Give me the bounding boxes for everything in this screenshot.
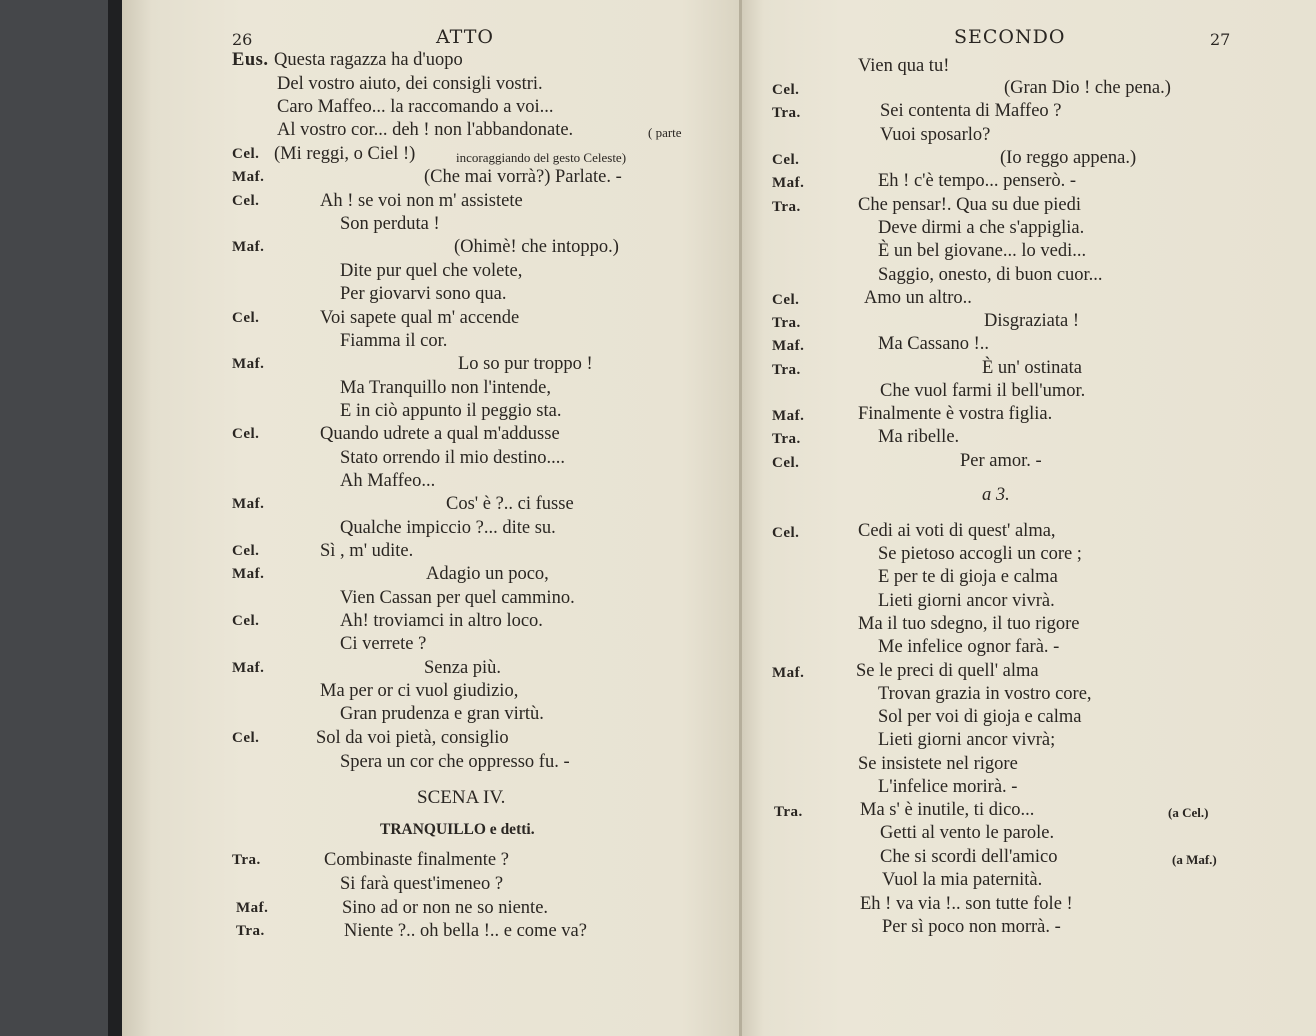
- verse-line: Quando udrete a qual m'addusse: [320, 424, 560, 444]
- speaker-label: Maf.: [232, 169, 265, 185]
- verse-line: Vuol la mia paternità.: [882, 870, 1043, 890]
- verse-line: Lieti giorni ancor vivrà;: [878, 730, 1056, 750]
- verse-line: (Gran Dio ! che pena.): [1004, 78, 1171, 98]
- verse-line: Senza più.: [424, 658, 502, 678]
- speaker-label: Cel.: [232, 193, 260, 209]
- verse-line: Voi sapete qual m' accende: [320, 308, 520, 328]
- verse-line: Del vostro aiuto, dei consigli vostri.: [277, 74, 543, 94]
- verse-line: Ma Cassano !..: [878, 334, 989, 354]
- verse-line: Eh ! va via !.. son tutte fole !: [860, 894, 1073, 914]
- speaker-label: Cel.: [772, 525, 800, 541]
- verse-line: Deve dirmi a che s'appiglia.: [878, 218, 1085, 238]
- speaker-label: Maf.: [232, 239, 265, 255]
- speaker-label: Tra.: [772, 199, 801, 215]
- verse-line: Ma Tranquillo non l'intende,: [340, 378, 551, 398]
- speaker-label: Cel.: [232, 543, 260, 559]
- verse-line: Me infelice ognor farà. -: [878, 637, 1060, 657]
- verse-line: (Ohimè! che intoppo.): [454, 237, 619, 257]
- verse-line: Ah! troviamci in altro loco.: [340, 611, 543, 631]
- verse-line: Cos' è ?.. ci fusse: [446, 494, 574, 514]
- ensemble-heading: a 3.: [982, 485, 1010, 505]
- verse-line: Ma per or ci vuol giudizio,: [320, 681, 519, 701]
- stage-direction: (a Maf.): [1172, 852, 1217, 867]
- scene-cast: TRANQUILLO e detti.: [380, 821, 535, 838]
- verse-line: Che pensar!. Qua su due piedi: [858, 195, 1081, 215]
- verse-line: Sei contenta di Maffeo ?: [880, 101, 1062, 121]
- speaker-label: Cel.: [232, 426, 260, 442]
- verse-line: Fiamma il cor.: [340, 331, 448, 351]
- verse-line: Ah ! se voi non m' assistete: [320, 191, 523, 211]
- speaker-label: Tra.: [774, 804, 803, 820]
- verse-line: E per te di gioja e calma: [878, 567, 1058, 587]
- verse-line: Lo so pur troppo !: [458, 354, 593, 374]
- right-page: [742, 0, 1316, 1036]
- speaker-label: Maf.: [232, 566, 265, 582]
- stage-direction: ( parte: [648, 125, 682, 140]
- speaker-label: Tra.: [232, 852, 261, 868]
- verse-line: Son perduta !: [340, 214, 440, 234]
- verse-line: Eh ! c'è tempo... penserò. -: [878, 171, 1077, 191]
- verse-line: Getti al vento le parole.: [880, 823, 1055, 843]
- verse-line: Adagio un poco,: [426, 564, 549, 584]
- speaker-label: Cel.: [232, 310, 260, 326]
- verse-line: Che si scordi dell'amico: [880, 847, 1058, 867]
- verse-line: Sol da voi pietà, consiglio: [316, 728, 509, 748]
- verse-line: Se pietoso accogli un core ;: [878, 544, 1082, 564]
- speaker-label: Cel.: [232, 613, 260, 629]
- verse-line: Al vostro cor... deh ! non l'abbandonate.: [277, 120, 574, 140]
- verse-line: È un bel giovane... lo vedi...: [878, 241, 1087, 261]
- verse-line: Amo un altro..: [864, 288, 972, 308]
- verse-line: Ma ribelle.: [878, 427, 960, 447]
- verse-line: Qualche impiccio ?... dite su.: [340, 518, 556, 538]
- verse-line: Sol per voi di gioja e calma: [878, 707, 1082, 727]
- verse-line: (Io reggo appena.): [1000, 148, 1137, 168]
- speaker-label: Maf.: [232, 356, 265, 372]
- verse-line: Lieti giorni ancor vivrà.: [878, 591, 1055, 611]
- verse-line: Disgraziata !: [984, 311, 1080, 331]
- verse-line: Gran prudenza e gran virtù.: [340, 704, 544, 724]
- verse-line: Ci verrete ?: [340, 634, 427, 654]
- verse-line: L'infelice morirà. -: [878, 777, 1018, 797]
- verse-line: Che vuol farmi il bell'umor.: [880, 381, 1086, 401]
- speaker-label: Tra.: [772, 431, 801, 447]
- speaker-label: Cel.: [232, 146, 260, 162]
- verse-line: Per giovarvi sono qua.: [340, 284, 507, 304]
- verse-line: È un' ostinata: [982, 358, 1082, 378]
- speaker-label: Maf.: [232, 660, 265, 676]
- running-head: SECONDO: [954, 26, 1066, 48]
- verse-line: E in ciò appunto il peggio sta.: [340, 401, 562, 421]
- verse-line: Per amor. -: [960, 451, 1042, 471]
- verse-line: Se le preci di quell' alma: [856, 661, 1039, 681]
- verse-line: Ma s' è inutile, ti dico...: [860, 800, 1035, 820]
- speaker-label: Cel.: [772, 82, 800, 98]
- verse-line: (Mi reggi, o Ciel !): [274, 144, 416, 164]
- verse-line: Si farà quest'imeneo ?: [340, 874, 504, 894]
- speaker-label: Maf.: [232, 496, 265, 512]
- left-page: [122, 0, 742, 1036]
- verse-line: Ah Maffeo...: [340, 471, 436, 491]
- verse-line: Ma il tuo sdegno, il tuo rigore: [858, 614, 1080, 634]
- speaker-label: Cel.: [232, 730, 260, 746]
- verse-line: Saggio, onesto, di buon cuor...: [878, 265, 1103, 285]
- speaker-label: Tra.: [772, 105, 801, 121]
- verse-line: Stato orrendo il mio destino....: [340, 448, 566, 468]
- running-head: ATTO: [436, 26, 494, 48]
- verse-line: Vien Cassan per quel cammino.: [340, 588, 575, 608]
- verse-line: Combinaste finalmente ?: [324, 850, 509, 870]
- speaker-label: Maf.: [772, 408, 805, 424]
- page-number: 26: [232, 30, 253, 49]
- page-number: 27: [1210, 30, 1231, 49]
- speaker-label: Maf.: [772, 665, 805, 681]
- verse-line: (Che mai vorrà?) Parlate. -: [424, 167, 622, 187]
- speaker-label: Maf.: [236, 900, 269, 916]
- speaker-label: Maf.: [772, 175, 805, 191]
- stage-direction: (a Cel.): [1168, 805, 1209, 820]
- speaker-label: Tra.: [236, 923, 265, 939]
- verse-line: Sì , m' udite.: [320, 541, 414, 561]
- verse-line: Cedi ai voti di quest' alma,: [858, 521, 1056, 541]
- stage-direction: incoraggiando del gesto Celeste): [456, 150, 627, 165]
- speaker-label: Cel.: [772, 292, 800, 308]
- verse-line: Trovan grazia in vostro core,: [878, 684, 1092, 704]
- speaker-label: Maf.: [772, 338, 805, 354]
- speaker-label: Cel.: [772, 152, 800, 168]
- verse-line: Finalmente è vostra figlia.: [858, 404, 1053, 424]
- speaker-label: Tra.: [772, 362, 801, 378]
- verse-line: Spera un cor che oppresso fu. -: [340, 752, 570, 772]
- speaker-label: Tra.: [772, 315, 801, 331]
- verse-line: Caro Maffeo... la raccomando a voi...: [277, 97, 554, 117]
- verse-line: Niente ?.. oh bella !.. e come va?: [344, 921, 587, 941]
- verse-line: Sino ad or non ne so niente.: [342, 898, 549, 918]
- scene-title: SCENA IV.: [417, 787, 506, 808]
- verse-line: Dite pur quel che volete,: [340, 261, 523, 281]
- speaker-label: Eus.: [232, 50, 269, 70]
- verse-line: Questa ragazza ha d'uopo: [274, 50, 463, 70]
- verse-line: Vuoi sposarlo?: [880, 125, 991, 145]
- verse-line: Per sì poco non morrà. -: [882, 917, 1061, 937]
- book-spine: [0, 0, 115, 1036]
- speaker-label: Cel.: [772, 455, 800, 471]
- verse-line: Se insistete nel rigore: [858, 754, 1018, 774]
- verse-line: Vien qua tu!: [858, 56, 950, 76]
